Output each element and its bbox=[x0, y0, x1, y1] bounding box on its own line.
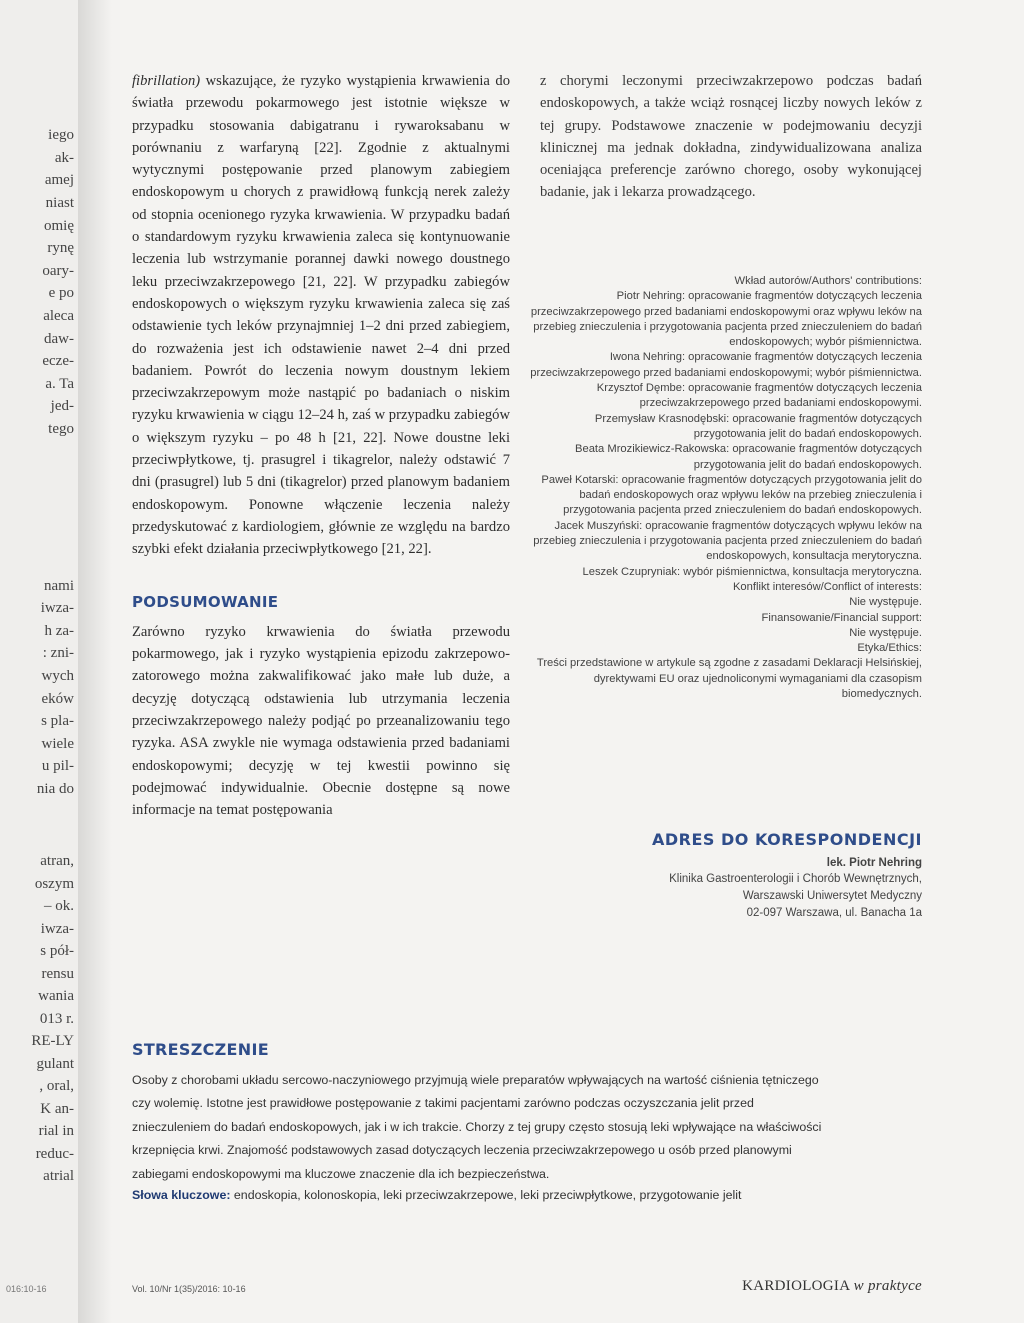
previous-page-fragment: omię bbox=[44, 218, 74, 234]
previous-page-fragment: iego bbox=[48, 127, 74, 143]
funding-label: Finansowanie/Financial support: bbox=[761, 611, 922, 624]
right-column bbox=[540, 70, 922, 204]
previous-page-fragment: RE-LY bbox=[31, 1033, 74, 1049]
previous-page-fragment: aleca bbox=[43, 308, 74, 324]
body-paragraph-2: Zarówno ryzyko krwawienia do światła przewodu pokarmowego, jak i ryzyko wystąpienia epizodu zakrzepowo-zatorowego można zakwalifikować jako małe lub duże, a decyzję dotyczącą odstawienia lub utrzymania leczenia przeciwzakrzepowego należy podjąć po przeanalizowaniu tego ryzyka. ASA zwykle nie wymaga odstawienia przed badaniami endoskopowymi; decyzję w tej kwestii powinno się podejmować indywidualnie. Obecnie dostępne są nowe informacje na temat postępowania bbox=[132, 623, 510, 819]
previous-page-fragment: rynę bbox=[47, 240, 74, 256]
previous-page-fragment: wiele bbox=[41, 736, 74, 752]
previous-page-fragment: u pil- bbox=[41, 758, 74, 774]
previous-page-fragment: jed- bbox=[50, 398, 74, 414]
previous-page-fragment: reduc- bbox=[35, 1146, 74, 1162]
contribution-entry: Beata Mrozikiewicz-Rakowska: opracowanie fragmentów dotyczących przygotowania jelit do badań endoskopowych. bbox=[575, 443, 922, 471]
funding-value: Nie występuje. bbox=[849, 626, 922, 639]
abstract-heading: STRESZCZENIE bbox=[132, 1040, 269, 1059]
previous-page-fragment: 013 r. bbox=[39, 1011, 74, 1027]
address-name: lek. Piotr Nehring bbox=[826, 857, 922, 869]
footer-volume: Vol. 10/Nr 1(35)/2016: 10-16 bbox=[132, 1284, 246, 1294]
previous-page-fragment: a. Ta bbox=[45, 376, 74, 392]
previous-page-fragment: niast bbox=[45, 195, 74, 211]
contribution-entry: Leszek Czupryniak: wybór piśmiennictwa, konsultacja merytoryczna. bbox=[582, 565, 922, 578]
previous-page-fragment: , oral, bbox=[39, 1078, 74, 1094]
previous-page-fragment: – ok. bbox=[44, 898, 74, 914]
contribution-entry: Piotr Nehring: opracowanie fragmentów dotyczących leczenia przeciwzakrzepowego przed badaniami endoskopowymi oraz wpływu leków na przebieg znieczulenia i przygotowania pacjenta przed znieczuleniem do badań endoskopowych; wybór piśmiennictwa. bbox=[530, 290, 922, 349]
previous-page-fragment: wania bbox=[38, 988, 74, 1004]
previous-page-fragment: eków bbox=[41, 691, 74, 707]
previous-page-fragment: wych bbox=[41, 668, 74, 684]
previous-page-fragment: ak- bbox=[54, 150, 74, 166]
previous-page-fragment: atrial bbox=[43, 1168, 74, 1184]
page-gutter bbox=[78, 0, 112, 1323]
paragraph-text: wskazujące, że ryzyko wystąpienia krwawienia do światła przewodu pokarmowego jest istotnie większe w przypadku stosowania dabigatranu i rywaroksabanu w porównaniu z warfaryną [22]. Zgodnie z aktualnymi wytycznymi postępowanie przed planowym zabiegiem endoskopowym u chorych z prawidłową funkcją nerek zależy od stopnia ocenionego ryzyka krwawienia. W przypadku badań o standardowym ryzyku krwawienia zaleca się kontynuowanie leczenia lub wstrzymanie porannej dawki nowego doustnego leku przeciwzakrzepowego [21, 22]. W przypadku zabiegów endoskopowych o większym ryzyku krwawienia zaleca się zaś odstawienie tych leków przynajmniej 1–2 dni przed zabiegiem, do rozważenia jest ich odstawienie nawet 2–4 dni przed badaniem. Powrót do leczenia nowym doustnym lekiem przeciwzakrzepowym może nastąpić po badaniach o niskim ryzyku krwawienia w ciągu 12–24 h, zaś w przypadku zabiegów o większym ryzyku – po 48 h [21, 22]. Nowe doustne leki przeciwpłytkowe, tj. prasugrel i tikagrelor, należy odstawić 7 dni (prasugrel) lub 5 dni (tikagrelor) przed planowym badaniem endoskopowym. Ponowne włączenie leczenia należy przedyskutować z kardiologiem, głównie ze względu na bardzo szybki efekt działania przeciwpłytkowego [21, 22]. bbox=[132, 73, 510, 558]
previous-page-fragment: amej bbox=[44, 172, 74, 188]
conflict-value: Nie występuje. bbox=[849, 596, 922, 609]
previous-page-fragment: rial in bbox=[38, 1123, 74, 1139]
journal-title: KARDIOLOGIA bbox=[742, 1278, 850, 1294]
conflict-label: Konflikt interesów/Conflict of interests: bbox=[732, 580, 922, 593]
previous-page-fragment: gulant bbox=[36, 1056, 74, 1072]
ethics-label: Etyka/Ethics: bbox=[857, 642, 922, 655]
previous-page-fragment: h za- bbox=[44, 623, 74, 639]
correspondence-address bbox=[600, 830, 922, 922]
keywords bbox=[132, 1188, 832, 1202]
previous-page-fragment: oszym bbox=[34, 876, 74, 892]
contribution-entry: Paweł Kotarski: opracowanie fragmentów dotyczących przygotowania jelit do badań endoskopowych oraz wpływu leków na przebieg znieczulenia i przygotowania pacjenta przed znieczuleniem do badań endoskopowych. bbox=[541, 473, 922, 517]
previous-page-fragment: iwza- bbox=[40, 600, 74, 616]
section-heading-summary: PODSUMOWANIE bbox=[132, 592, 279, 611]
address-line: Klinika Gastroenterologii i Chorób Wewnętrznych, bbox=[669, 873, 922, 885]
body-paragraph-1 bbox=[132, 70, 510, 561]
italic-term: fibrillation) bbox=[132, 73, 201, 89]
footer-journal-name bbox=[742, 1278, 922, 1295]
previous-page-fragment: atran, bbox=[40, 853, 74, 869]
previous-page-fragment: : zni- bbox=[42, 645, 74, 661]
previous-page-fragment: tego bbox=[48, 421, 74, 437]
body-paragraph-3: z chorymi leczonymi przeciwzakrzepowo podczas badań endoskopowych, a także wciąż rosnącej liczby nowych leków z tej grupy. Podstawowe znaczenie w podejmowaniu decyzji klinicznej ma jednak dokładna, zindywidualizowana analiza oceniająca preferencje zarówno chorego, osoby wykonującej badanie, jak i lekarza prowadzącego. bbox=[540, 73, 922, 201]
previous-page-fragment: rensu bbox=[41, 966, 74, 982]
address-line: Warszawski Uniwersytet Medyczny bbox=[742, 890, 922, 902]
previous-page-fragment: daw- bbox=[44, 331, 74, 347]
contribution-entry: Iwona Nehring: opracowanie fragmentów dotyczących leczenia przeciwzakrzepowego przed badaniami endoskopowymi; wybór piśmiennictwa. bbox=[530, 351, 922, 379]
previous-page-fragment: ecze- bbox=[42, 353, 74, 369]
previous-page-fragment: iwza- bbox=[40, 921, 74, 937]
author-contributions bbox=[530, 274, 922, 702]
contribution-entry: Jacek Muszyński: opracowanie fragmentów dotyczących wpływu leków na przebieg znieczulenia i przygotowania pacjenta przed znieczuleniem do badań endoskopowych, konsultacja merytoryczna. bbox=[533, 519, 922, 563]
previous-page-fragment: s pół- bbox=[40, 943, 74, 959]
previous-page-fragment: s pla- bbox=[41, 713, 74, 729]
journal-suffix: w praktyce bbox=[853, 1278, 922, 1294]
ethics-value: Treści przedstawione w artykule są zgodne z zasadami Deklaracji Helsińskiej, dyrektywami EU oraz ujednoliconymi wymaganiami dla czasopism biomedycznych. bbox=[536, 657, 922, 701]
contributions-heading: Wkład autorów/Authors' contributions: bbox=[734, 275, 922, 287]
previous-page-fragment: nia do bbox=[36, 781, 74, 797]
keywords-list: endoskopia, kolonoskopia, leki przeciwzakrzepowe, leki przeciwpłytkowe, przygotowanie jelit bbox=[230, 1188, 742, 1203]
abstract-box bbox=[132, 1040, 832, 1202]
left-column bbox=[132, 70, 510, 822]
abstract-body: Osoby z chorobami układu sercowo-naczyniowego przyjmują wiele preparatów wpływających na wartość ciśnienia tętniczego czy wolemię. Istotne jest prawidłowe postępowanie z takimi pacjentami zarówno podczas oczyszczania jelit przed znieczuleniem do badań endoskopowych, jak i w ich trakcie. Chorzy z tej grupy często stosują leki wpływające na właściwości krzepnięcia krwi. Znajomość podstawowych zasad dotyczących leczenia przeciwzakrzepowego u osób przed planowymi zabiegami endoskopowymi ma kluczowe znaczenie dla ich bezpieczeństwa. bbox=[132, 1073, 822, 1181]
contribution-entry: Krzysztof Dęmbe: opracowanie fragmentów dotyczących leczenia przeciwzakrzepowego przed badaniami endoskopowymi. bbox=[596, 382, 922, 410]
previous-page-fragment: e po bbox=[48, 285, 74, 301]
previous-page-strip bbox=[0, 0, 78, 1323]
address-heading: ADRES DO KORESPONDENCJI bbox=[652, 830, 922, 849]
previous-page-number: 016:10-16 bbox=[6, 1284, 47, 1294]
previous-page-fragment: nami bbox=[44, 578, 74, 594]
address-line: 02-097 Warszawa, ul. Banacha 1a bbox=[746, 907, 922, 919]
keywords-label: Słowa kluczowe: bbox=[132, 1188, 231, 1203]
previous-page-fragment: oary- bbox=[42, 263, 74, 279]
previous-page-fragment: K an- bbox=[40, 1101, 74, 1117]
contribution-entry: Przemysław Krasnodębski: opracowanie fragmentów dotyczących przygotowania jelit do badań endoskopowych. bbox=[594, 412, 922, 440]
